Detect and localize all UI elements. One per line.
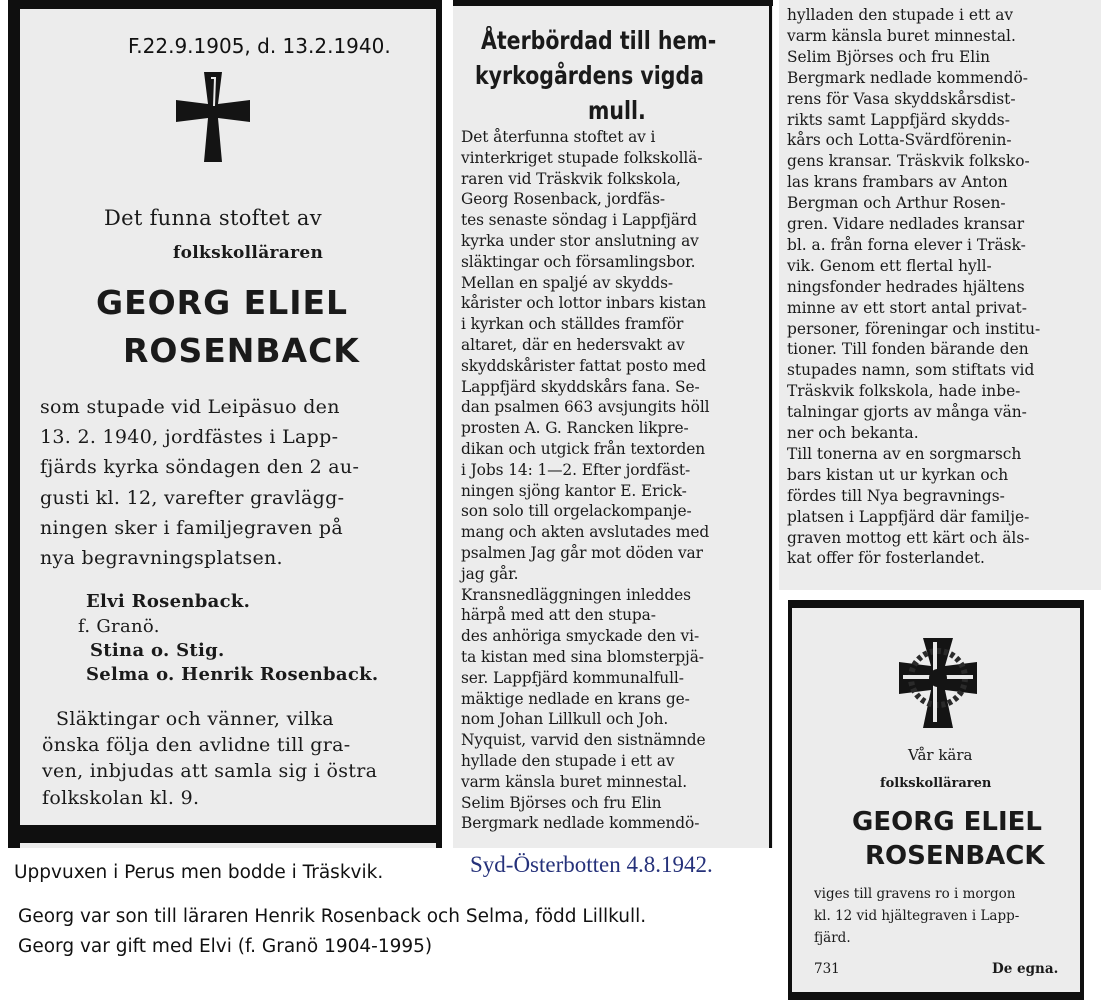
mourner-line: Selma o. Henrik Rosenback.: [86, 664, 379, 685]
article-text-line: nom Johan Lillkull och Joh.: [461, 710, 669, 729]
article-text-line: varm känsla buret minnestal.: [461, 772, 688, 791]
frame-left-border: [8, 0, 20, 848]
newspaper-article-continued: [779, 0, 1101, 590]
article-text-line: jag går.: [461, 564, 519, 583]
closing-line: ven, inbjudas att samla sig i östra: [42, 760, 378, 782]
newspaper-article: [453, 0, 773, 848]
article-text-line: bars kistan ut ur kyrkan och: [787, 465, 1009, 484]
article-text-line: hylladen den stupade i ett av: [787, 6, 1014, 24]
mourner-line: Elvi Rosenback.: [86, 591, 251, 612]
article-text-line: rens för Vasa skyddskårsdist-: [787, 89, 1016, 108]
body-line: gusti kl. 12, varefter gravlägg-: [40, 487, 345, 509]
article-text-line: talningar gjorts av många vän-: [787, 403, 1027, 422]
column-rule: [769, 0, 772, 848]
article-text-line: fördes till Nya begravnings-: [787, 486, 1005, 505]
intro-line: Det funna stoftet av: [104, 206, 322, 230]
closing-line: Släktingar och vänner, vilka: [56, 708, 334, 730]
article-text-line: Bergmark nedlade kommendö-: [787, 68, 1028, 87]
article-text-line: gren. Vidare nedlades kransar: [787, 215, 1025, 233]
article-text-line: Det återfunna stoftet av i: [461, 128, 656, 146]
notice-number: 731: [814, 961, 840, 977]
article-text-line: platsen i Lappfjärd där familje-: [787, 507, 1030, 526]
mourner-line: f. Granö.: [78, 616, 160, 637]
article-text-line: i kyrkan och ställdes framför: [461, 315, 684, 334]
article-text-line: mäktige nedlade en krans ge-: [461, 689, 690, 708]
article-text-line: son solo till orgelackompanje-: [461, 502, 692, 521]
dates-label: F.22.9.1905, d. 13.2.1940.: [128, 34, 391, 58]
small-frame-bottom: [788, 992, 1084, 1000]
article-text-line: Träskvik folkskola, hade inbe-: [787, 382, 1021, 401]
body-line: kl. 12 vid hjältegraven i Lapp-: [814, 908, 1020, 924]
article-text-line: Selim Björses och fru Elin: [787, 47, 991, 66]
article-text-line: minne av ett stort antal privat-: [787, 298, 1027, 317]
article-text-line: Mellan en spaljé av skydds-: [461, 273, 674, 292]
article-text-line: kårs och Lotta-Svärdförenin-: [787, 131, 1012, 150]
caption-line: Georg var son till läraren Henrik Rosenback och Selma, född Lillkull.: [18, 906, 647, 927]
article-text-line: vinterkriget stupade folkskollä-: [461, 148, 703, 167]
cross-of-liberty-wreath-icon: [893, 632, 983, 734]
article-text-line: dikan och utgick från textorden: [461, 440, 706, 458]
body-line: 13. 2. 1940, jordfästes i Lapp-: [40, 426, 339, 448]
body-line: viges till gravens ro i morgon: [814, 886, 1016, 902]
caption-line: Uppvuxen i Perus men bodde i Träskvik.: [14, 862, 384, 883]
intro-line: Vår kära: [908, 746, 973, 764]
source-citation: Syd-Österbotten 4.8.1942.: [470, 852, 713, 877]
article-text-line: personer, föreningar och institu-: [787, 319, 1041, 338]
body-line: ningen sker i familjegraven på: [40, 517, 343, 539]
article-text-line: psalmen Jag går mot döden var: [461, 544, 703, 562]
article-top-border: [453, 0, 773, 6]
closing-line: folkskolan kl. 9.: [42, 787, 200, 809]
article-text-line: rikts samt Lappfjärd skydds-: [787, 110, 1010, 129]
article-text-line: prosten A. G. Rancken likpre-: [461, 419, 689, 438]
article-text-line: des anhöriga smyckade den vi-: [461, 627, 700, 646]
frame-right-border: [436, 0, 442, 848]
article-text-line: altaret, där en hedersvakt av: [461, 336, 685, 354]
article-text-line: raren vid Träskvik folkskola,: [461, 169, 681, 188]
body-line: nya begravningsplatsen.: [40, 547, 283, 569]
article-text-line: ningsfonder hedrades hjältens: [787, 277, 1025, 296]
obituary-small: [788, 600, 1084, 1000]
small-frame-right: [1080, 600, 1084, 1000]
article-text-line: Bergman och Arthur Rosen-: [787, 194, 1006, 213]
obituary-left: [8, 0, 442, 848]
caption-line: Georg var gift med Elvi (f. Granö 1904-1995): [18, 936, 433, 957]
article-text-line: Selim Björses och fru Elin: [461, 793, 662, 812]
article-text-line: hyllade den stupade i ett av: [461, 752, 675, 770]
article-text-line: i Jobs 14: 1—2. Efter jordfäst-: [461, 460, 691, 479]
article-text-line: ningen sjöng kantor E. Erick-: [461, 481, 687, 500]
title-line: folkskolläraren: [173, 243, 324, 263]
frame-top-border: [8, 0, 442, 9]
article-text-line: tes senaste söndag i Lappfjärd: [461, 211, 697, 230]
small-frame-left: [788, 600, 792, 1000]
deceased-name-last: ROSENBACK: [123, 331, 360, 370]
article-text-line: Kransnedläggningen inleddes: [461, 585, 691, 604]
article-text-line: Nyquist, varvid den sistnämnde: [461, 731, 706, 750]
mourner-line: Stina o. Stig.: [90, 640, 225, 661]
deceased-name-last: ROSENBACK: [865, 841, 1045, 871]
article-text-line: kårister och lottor inbars kistan: [461, 294, 707, 313]
small-frame-top: [788, 600, 1084, 608]
headline-line: kyrkogårdens vigda: [475, 61, 704, 90]
body-line: som stupade vid Leipäsuo den: [40, 396, 340, 418]
article-text-line: tioner. Till fonden bärande den: [787, 340, 1029, 359]
article-text-line: varm känsla buret minnestal.: [787, 26, 1016, 45]
headline-line: mull.: [588, 96, 646, 125]
article-text-line: mang och akten avslutades med: [461, 523, 710, 542]
title-line: folkskolläraren: [880, 776, 992, 791]
article-text-line: gens kransar. Träskvik folksko-: [787, 152, 1030, 171]
article-text-line: vik. Genom ett flertal hyll-: [787, 256, 992, 275]
article-text-line: kyrka under stor anslutning av: [461, 232, 699, 250]
article-text-line: skyddskårister fattat posto med: [461, 356, 707, 375]
article-text-line: Lappfjärd skyddskårs fana. Se-: [461, 377, 700, 396]
cross-of-liberty-icon: [168, 66, 258, 172]
article-text-line: Bergmark nedlade kommendö-: [461, 814, 700, 833]
article-text-line: graven mottog ett kärt och äls-: [787, 528, 1030, 547]
article-text-line: ser. Lappfjärd kommunalfull-: [461, 668, 684, 687]
article-text-line: släktingar och församlingsbor.: [461, 252, 696, 271]
headline-line: Återbördad till hem-: [481, 26, 717, 55]
deceased-name-first: GEORG ELIEL: [96, 283, 349, 322]
article-text-line: ner och bekanta.: [787, 424, 919, 442]
closing-line: önska följa den avlidne till gra-: [42, 734, 351, 756]
article-text-line: stupades namn, som stiftats vid: [787, 361, 1035, 380]
body-line: fjärd.: [814, 930, 851, 946]
article-text-line: ta kistan med sina blomsterpjä-: [461, 648, 704, 666]
article-text-line: Georg Rosenback, jordfäs-: [461, 190, 666, 209]
article-text-line: bl. a. från forna elever i Träsk-: [787, 235, 1026, 254]
article-text-line: las krans frambars av Anton: [787, 173, 1008, 192]
article-text-line: dan psalmen 663 avsjungits höll: [461, 398, 710, 417]
frame-bottom-border: [8, 825, 442, 843]
signature-line: De egna.: [992, 961, 1059, 977]
article-text-line: Till tonerna av en sorgmarsch: [787, 444, 1022, 463]
body-line: fjärds kyrka söndagen den 2 au-: [40, 456, 360, 478]
deceased-name-first: GEORG ELIEL: [852, 807, 1042, 837]
article-text-line: härpå med att den stupa-: [461, 606, 656, 625]
article-text-line: kat offer för fosterlandet.: [787, 549, 985, 568]
